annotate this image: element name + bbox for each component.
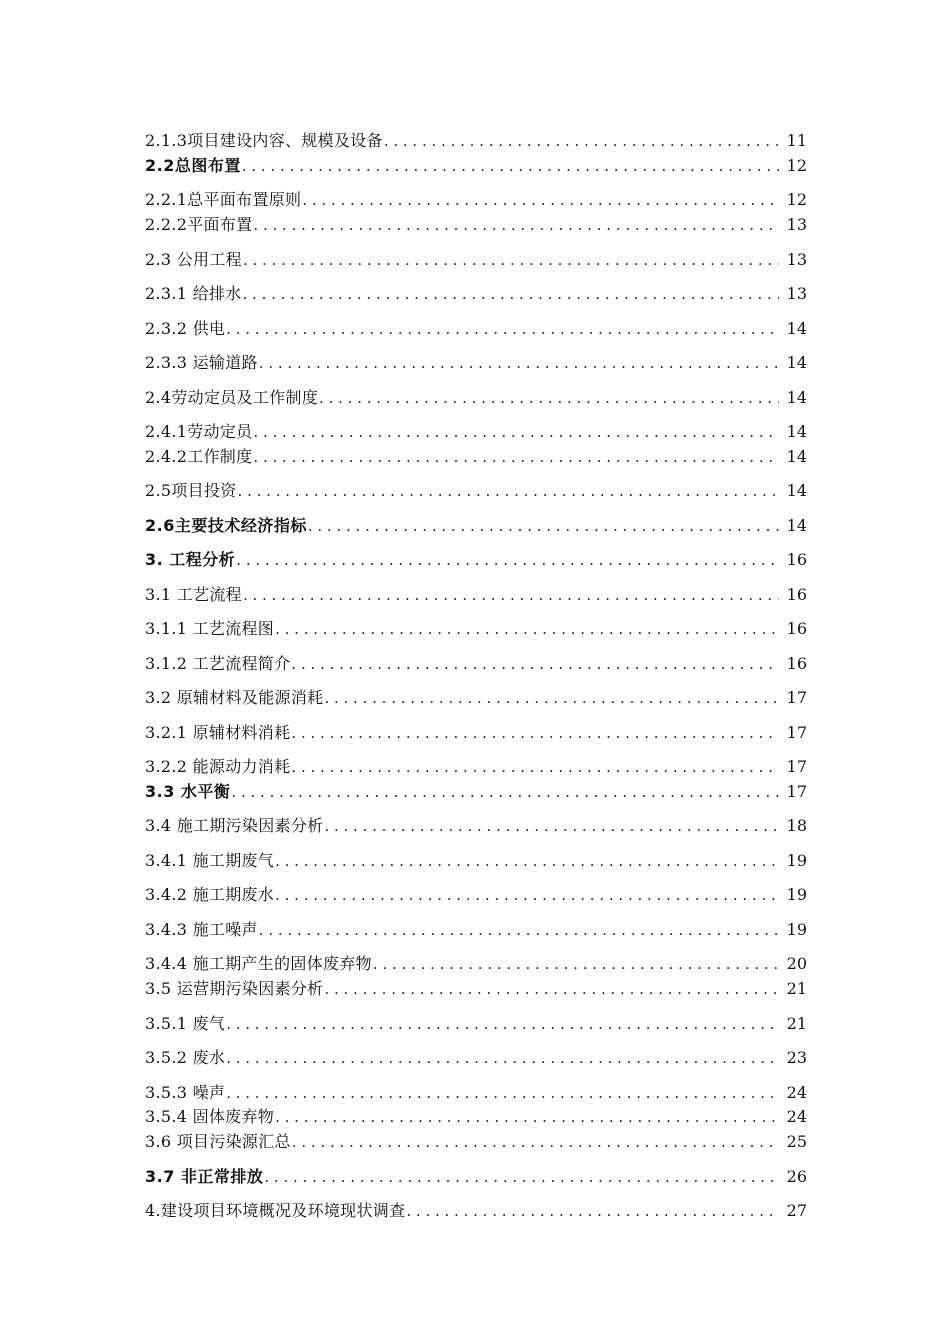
toc-dot-leader bbox=[274, 1107, 779, 1127]
toc-dot-leader bbox=[252, 215, 779, 235]
toc-dot-leader bbox=[237, 481, 779, 501]
toc-page-number: 25 bbox=[786, 1132, 807, 1151]
toc-page-number: 17 bbox=[786, 757, 807, 776]
toc-entry-label: 2.6主要技术经济指标 bbox=[145, 516, 307, 535]
toc-page-number: 17 bbox=[786, 688, 807, 707]
toc-dot-leader bbox=[230, 782, 779, 802]
toc-dot-leader bbox=[323, 688, 779, 708]
toc-entry[interactable] bbox=[145, 416, 807, 442]
toc-entry-label: 3.1.1 工艺流程图 bbox=[145, 619, 275, 638]
toc-entry[interactable] bbox=[145, 776, 807, 802]
toc-entry-label: 2.3 公用工程 bbox=[145, 250, 242, 269]
toc-page-number: 27 bbox=[786, 1201, 807, 1220]
toc-page-number: 23 bbox=[786, 1048, 807, 1067]
toc-entry-label: 3.5.4 固体废弃物 bbox=[145, 1107, 275, 1126]
toc-entry-label: 3.7 非正常排放 bbox=[145, 1167, 264, 1186]
toc-entry[interactable] bbox=[145, 125, 807, 151]
toc-dot-leader bbox=[405, 1201, 779, 1221]
toc-entry[interactable] bbox=[145, 1008, 807, 1034]
toc-dot-leader bbox=[274, 619, 779, 639]
toc-entry-label: 3.4.3 施工噪声 bbox=[145, 920, 258, 939]
toc-entry[interactable] bbox=[145, 914, 807, 940]
toc-page-number: 17 bbox=[786, 782, 807, 801]
toc-page-number: 14 bbox=[786, 319, 807, 338]
toc-entry[interactable] bbox=[145, 751, 807, 777]
toc-entry-label: 3.5.2 废水 bbox=[145, 1048, 226, 1067]
toc-entry[interactable] bbox=[145, 382, 807, 408]
toc-entry[interactable] bbox=[145, 184, 807, 210]
toc-page-number: 14 bbox=[786, 447, 807, 466]
toc-page-number: 12 bbox=[786, 156, 807, 175]
toc-page-number: 18 bbox=[786, 816, 807, 835]
toc-dot-leader bbox=[383, 131, 779, 151]
toc-dot-leader bbox=[225, 1048, 779, 1068]
toc-entry[interactable] bbox=[145, 475, 807, 501]
toc-entry[interactable] bbox=[145, 810, 807, 836]
toc-dot-leader bbox=[241, 156, 779, 176]
toc-entry-label: 3.4.1 施工期废气 bbox=[145, 851, 275, 870]
toc-dot-leader bbox=[258, 920, 779, 940]
toc-entry[interactable] bbox=[145, 1042, 807, 1068]
toc-entry-label: 3.5 运营期污染因素分析 bbox=[145, 979, 324, 998]
toc-entry-label: 4.建设项目环境概况及环境现状调查 bbox=[145, 1201, 406, 1220]
toc-page-number: 16 bbox=[786, 654, 807, 673]
toc-dot-leader bbox=[372, 954, 779, 974]
toc-dot-leader bbox=[318, 388, 779, 408]
toc-entry-label: 3.1.2 工艺流程简介 bbox=[145, 654, 291, 673]
toc-dot-leader bbox=[235, 550, 779, 570]
toc-entry-label: 2.3.2 供电 bbox=[145, 319, 226, 338]
toc-dot-leader bbox=[274, 851, 779, 871]
toc-entry-label: 3.2 原辅材料及能源消耗 bbox=[145, 688, 324, 707]
toc-entry-label: 3.3 水平衡 bbox=[145, 782, 231, 801]
toc-page-number: 21 bbox=[786, 979, 807, 998]
toc-entry-label: 2.3.3 运输道路 bbox=[145, 353, 258, 372]
toc-entry[interactable] bbox=[145, 845, 807, 871]
toc-dot-leader bbox=[242, 585, 779, 605]
toc-entry[interactable] bbox=[145, 648, 807, 674]
toc-page-number: 14 bbox=[786, 422, 807, 441]
toc-entry[interactable] bbox=[145, 613, 807, 639]
toc-entry[interactable] bbox=[145, 544, 807, 570]
toc-dot-leader bbox=[225, 1083, 779, 1103]
toc-entry-label: 3.5.1 废气 bbox=[145, 1014, 226, 1033]
toc-page-number: 16 bbox=[786, 585, 807, 604]
toc-entry[interactable] bbox=[145, 347, 807, 373]
toc-entry[interactable] bbox=[145, 948, 807, 974]
toc-entry-label: 2.2总图布置 bbox=[145, 156, 241, 175]
toc-entry[interactable] bbox=[145, 510, 807, 536]
toc-entry[interactable] bbox=[145, 1101, 807, 1127]
toc-entry[interactable] bbox=[145, 278, 807, 304]
toc-dot-leader bbox=[263, 1167, 779, 1187]
toc-entry-label: 3.2.2 能源动力消耗 bbox=[145, 757, 291, 776]
toc-entry-label: 3.4.2 施工期废水 bbox=[145, 885, 275, 904]
toc-dot-leader bbox=[323, 816, 779, 836]
toc-page-number: 24 bbox=[786, 1107, 807, 1126]
toc-page-number: 17 bbox=[786, 723, 807, 742]
toc-page-number: 19 bbox=[786, 885, 807, 904]
toc-dot-leader bbox=[301, 190, 779, 210]
toc-page-number: 14 bbox=[786, 353, 807, 372]
toc-dot-leader bbox=[290, 654, 779, 674]
toc-page-number: 19 bbox=[786, 851, 807, 870]
toc-page-number: 16 bbox=[786, 550, 807, 569]
toc-page-number: 11 bbox=[786, 131, 807, 150]
toc-entry[interactable] bbox=[145, 441, 807, 467]
toc-page-number: 19 bbox=[786, 920, 807, 939]
toc-entry-label: 2.5项目投资 bbox=[145, 481, 237, 500]
toc-page-number: 26 bbox=[786, 1167, 807, 1186]
toc-entry[interactable] bbox=[145, 1126, 807, 1152]
toc-entry[interactable] bbox=[145, 1195, 807, 1221]
toc-entry[interactable] bbox=[145, 717, 807, 743]
toc-entry-label: 2.3.1 给排水 bbox=[145, 284, 242, 303]
toc-entry-label: 3.4 施工期污染因素分析 bbox=[145, 816, 324, 835]
toc-dot-leader bbox=[323, 979, 779, 999]
toc-dot-leader bbox=[225, 1014, 779, 1034]
toc-entry[interactable] bbox=[145, 579, 807, 605]
toc-entry-label: 2.4.2工作制度 bbox=[145, 447, 253, 466]
toc-entry[interactable] bbox=[145, 1161, 807, 1187]
toc-entry-label: 2.4.1劳动定员 bbox=[145, 422, 253, 441]
toc-entry-label: 3.5.3 噪声 bbox=[145, 1083, 226, 1102]
toc-entry[interactable] bbox=[145, 1077, 807, 1103]
toc-entry-label: 3. 工程分析 bbox=[145, 550, 236, 569]
toc-page-number: 14 bbox=[786, 481, 807, 500]
toc-entry-label: 2.2.2平面布置 bbox=[145, 215, 253, 234]
toc-entry[interactable] bbox=[145, 682, 807, 708]
toc-dot-leader bbox=[242, 284, 780, 304]
toc-dot-leader bbox=[290, 723, 779, 743]
toc-entry-label: 3.6 项目污染源汇总 bbox=[145, 1132, 291, 1151]
toc-page-number: 14 bbox=[786, 516, 807, 535]
toc-page-number: 13 bbox=[786, 250, 807, 269]
toc-dot-leader bbox=[290, 757, 779, 777]
toc-entry-label: 2.2.1总平面布置原则 bbox=[145, 190, 302, 209]
toc-entry[interactable] bbox=[145, 973, 807, 999]
toc-entry[interactable] bbox=[145, 150, 807, 176]
toc-entry[interactable] bbox=[145, 313, 807, 339]
toc-entry-label: 3.4.4 施工期产生的固体废弃物 bbox=[145, 954, 372, 973]
toc-dot-leader bbox=[252, 422, 779, 442]
toc-page-number: 14 bbox=[786, 388, 807, 407]
toc-dot-leader bbox=[242, 250, 779, 270]
toc-entry-label: 2.1.3项目建设内容、规模及设备 bbox=[145, 131, 383, 150]
toc-page-number: 24 bbox=[786, 1083, 807, 1102]
toc-dot-leader bbox=[258, 353, 779, 373]
toc-page-number: 16 bbox=[786, 619, 807, 638]
toc-dot-leader bbox=[291, 1132, 779, 1152]
toc-entry[interactable] bbox=[145, 244, 807, 270]
toc-entry[interactable] bbox=[145, 209, 807, 235]
toc-entry[interactable] bbox=[145, 879, 807, 905]
toc-page-number: 21 bbox=[786, 1014, 807, 1033]
toc-dot-leader bbox=[274, 885, 779, 905]
toc-dot-leader bbox=[225, 319, 779, 339]
toc-dot-leader bbox=[307, 516, 779, 536]
toc-dot-leader bbox=[252, 447, 779, 467]
toc-entry-label: 2.4劳动定员及工作制度 bbox=[145, 388, 319, 407]
toc-page-number: 20 bbox=[786, 954, 807, 973]
toc-page-number: 12 bbox=[786, 190, 807, 209]
toc-entry-label: 3.2.1 原辅材料消耗 bbox=[145, 723, 291, 742]
toc-page-number: 13 bbox=[786, 215, 807, 234]
toc-page-number: 13 bbox=[786, 284, 807, 303]
toc-entry-label: 3.1 工艺流程 bbox=[145, 585, 242, 604]
